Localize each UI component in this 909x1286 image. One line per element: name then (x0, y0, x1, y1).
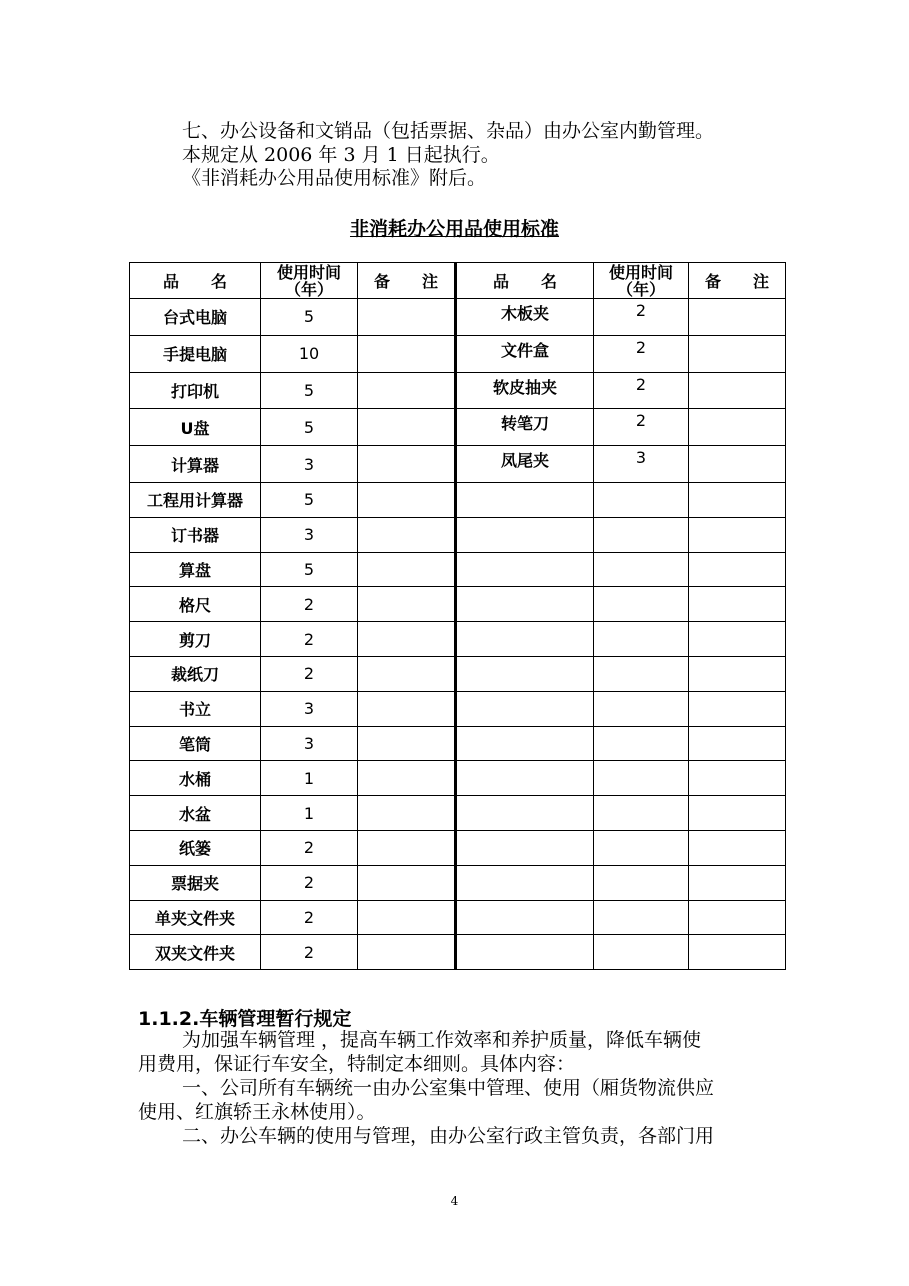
intro-line-1: 七、办公设备和文销品（包括票据、杂品）由办公室内勤管理。 (182, 120, 715, 142)
table-row (130, 830, 786, 865)
item-name: U盘 (130, 409, 261, 446)
item-note-right (689, 830, 786, 865)
item-years: 10 (261, 335, 358, 372)
item-years: 3 (261, 446, 358, 483)
intro-line-2: 本规定从 2006 年 3 月 1 日起执行。 (182, 144, 500, 166)
item-note-right (689, 587, 786, 622)
item-note (358, 409, 456, 446)
item-name-right (456, 796, 594, 831)
table-row (130, 409, 786, 446)
item-years-right (594, 552, 689, 587)
item-name-right: 文件盒 (456, 335, 594, 372)
table-row (130, 726, 786, 761)
item-years-right (594, 796, 689, 831)
item-years: 5 (261, 482, 358, 517)
item-name-right: 软皮抽夹 (456, 372, 594, 409)
section-heading: 1.1.2.车辆管理暂行规定 (138, 1008, 352, 1030)
item-note-right (689, 372, 786, 409)
section-paragraph-2b: 使用、红旗轿王永林使用）。 (138, 1101, 376, 1123)
item-note-right (689, 517, 786, 552)
item-note (358, 517, 456, 552)
item-name: 单夹文件夹 (130, 900, 261, 935)
item-note (358, 372, 456, 409)
item-name-right (456, 482, 594, 517)
item-note-right (689, 482, 786, 517)
item-years: 1 (261, 761, 358, 796)
item-years: 2 (261, 865, 358, 900)
item-name-right: 凤尾夹 (456, 446, 594, 483)
item-years-right: 2 (594, 372, 689, 409)
table-header-row (130, 263, 786, 299)
item-note (358, 552, 456, 587)
item-years: 2 (261, 900, 358, 935)
item-name: 水盆 (130, 796, 261, 831)
item-years: 2 (261, 656, 358, 691)
header-name-right: 品 名 (456, 263, 594, 299)
intro-line-3: 《非消耗办公用品使用标准》附后。 (182, 167, 487, 189)
item-name-right (456, 830, 594, 865)
item-note-right (689, 656, 786, 691)
item-years: 5 (261, 409, 358, 446)
item-note-right (689, 446, 786, 483)
section-paragraph-1b: 用费用，保证行车安全，特制定本细则。具体内容： (138, 1053, 576, 1075)
item-note (358, 622, 456, 657)
item-years: 5 (261, 552, 358, 587)
header-years-right: 使用时间（年） (594, 263, 689, 299)
item-name: 裁纸刀 (130, 656, 261, 691)
table-title: 非消耗办公用品使用标准 (349, 218, 559, 240)
item-years: 5 (261, 299, 358, 336)
usage-standard-table (129, 262, 786, 970)
item-note-right (689, 761, 786, 796)
item-years-right (594, 482, 689, 517)
item-name: 台式电脑 (130, 299, 261, 336)
item-name: 手提电脑 (130, 335, 261, 372)
item-name: 工程用计算器 (130, 482, 261, 517)
section-paragraph-2a: 一、公司所有车辆统一由办公室集中管理、使用（厢货物流供应 (182, 1077, 715, 1099)
item-name: 格尺 (130, 587, 261, 622)
item-name-right (456, 935, 594, 970)
item-years-right (594, 656, 689, 691)
table-row (130, 517, 786, 552)
table-row (130, 900, 786, 935)
item-name: 双夹文件夹 (130, 935, 261, 970)
item-name: 算盘 (130, 552, 261, 587)
header-years: 使用时间（年） (261, 263, 358, 299)
item-name: 计算器 (130, 446, 261, 483)
item-note-right (689, 409, 786, 446)
item-name: 剪刀 (130, 622, 261, 657)
item-note (358, 335, 456, 372)
item-name: 书立 (130, 691, 261, 726)
item-years: 3 (261, 726, 358, 761)
item-years-right (594, 622, 689, 657)
item-name-right (456, 656, 594, 691)
item-years: 2 (261, 830, 358, 865)
item-name: 水桶 (130, 761, 261, 796)
item-name-right: 木板夹 (456, 299, 594, 336)
table-row (130, 656, 786, 691)
item-years: 3 (261, 517, 358, 552)
item-note-right (689, 900, 786, 935)
item-years-right (594, 900, 689, 935)
item-years-right: 3 (594, 446, 689, 483)
item-name-right (456, 761, 594, 796)
item-name-right (456, 517, 594, 552)
item-note (358, 865, 456, 900)
item-years-right (594, 587, 689, 622)
item-years-right: 2 (594, 335, 689, 372)
item-years-right: 2 (594, 409, 689, 446)
table-row (130, 761, 786, 796)
section-paragraph-3a: 二、办公车辆的使用与管理，由办公室行政主管负责，各部门用 (182, 1125, 715, 1147)
item-years: 1 (261, 796, 358, 831)
item-years-right (594, 691, 689, 726)
table-row (130, 587, 786, 622)
table-row (130, 691, 786, 726)
item-years-right (594, 935, 689, 970)
table-row (130, 482, 786, 517)
item-note-right (689, 865, 786, 900)
item-years: 5 (261, 372, 358, 409)
item-note-right (689, 299, 786, 336)
item-name: 票据夹 (130, 865, 261, 900)
item-years: 3 (261, 691, 358, 726)
item-name: 订书器 (130, 517, 261, 552)
table-row (130, 865, 786, 900)
item-note (358, 796, 456, 831)
item-note-right (689, 726, 786, 761)
table-row (130, 335, 786, 372)
item-note (358, 446, 456, 483)
item-years-right (594, 830, 689, 865)
item-name: 纸篓 (130, 830, 261, 865)
item-note-right (689, 552, 786, 587)
item-name: 笔筒 (130, 726, 261, 761)
table-row (130, 299, 786, 336)
item-note (358, 656, 456, 691)
item-note (358, 587, 456, 622)
table-row (130, 552, 786, 587)
item-years-right: 2 (594, 299, 689, 336)
table-row (130, 622, 786, 657)
item-years: 2 (261, 622, 358, 657)
header-note-right: 备 注 (689, 263, 786, 299)
table-row (130, 935, 786, 970)
item-name-right (456, 622, 594, 657)
item-note (358, 691, 456, 726)
item-note (358, 900, 456, 935)
item-years: 2 (261, 935, 358, 970)
item-note (358, 761, 456, 796)
item-name-right (456, 726, 594, 761)
item-years-right (594, 726, 689, 761)
item-name-right (456, 900, 594, 935)
item-note (358, 299, 456, 336)
item-name-right (456, 691, 594, 726)
item-name-right (456, 587, 594, 622)
item-years-right (594, 517, 689, 552)
item-note (358, 726, 456, 761)
header-name: 品 名 (130, 263, 261, 299)
item-note-right (689, 796, 786, 831)
item-note-right (689, 935, 786, 970)
item-years: 2 (261, 587, 358, 622)
table-row (130, 372, 786, 409)
item-name-right: 转笔刀 (456, 409, 594, 446)
item-note (358, 482, 456, 517)
table-row (130, 446, 786, 483)
item-name: 打印机 (130, 372, 261, 409)
item-note-right (689, 622, 786, 657)
table-row (130, 796, 786, 831)
item-note-right (689, 691, 786, 726)
item-name-right (456, 552, 594, 587)
item-years-right (594, 761, 689, 796)
page-number: 4 (450, 1194, 459, 1208)
section-paragraph-1a: 为加强车辆管理 ，提高车辆工作效率和养护质量，降低车辆使 (182, 1029, 702, 1051)
item-note (358, 935, 456, 970)
header-note: 备 注 (358, 263, 456, 299)
item-note (358, 830, 456, 865)
item-years-right (594, 865, 689, 900)
item-name-right (456, 865, 594, 900)
item-note-right (689, 335, 786, 372)
